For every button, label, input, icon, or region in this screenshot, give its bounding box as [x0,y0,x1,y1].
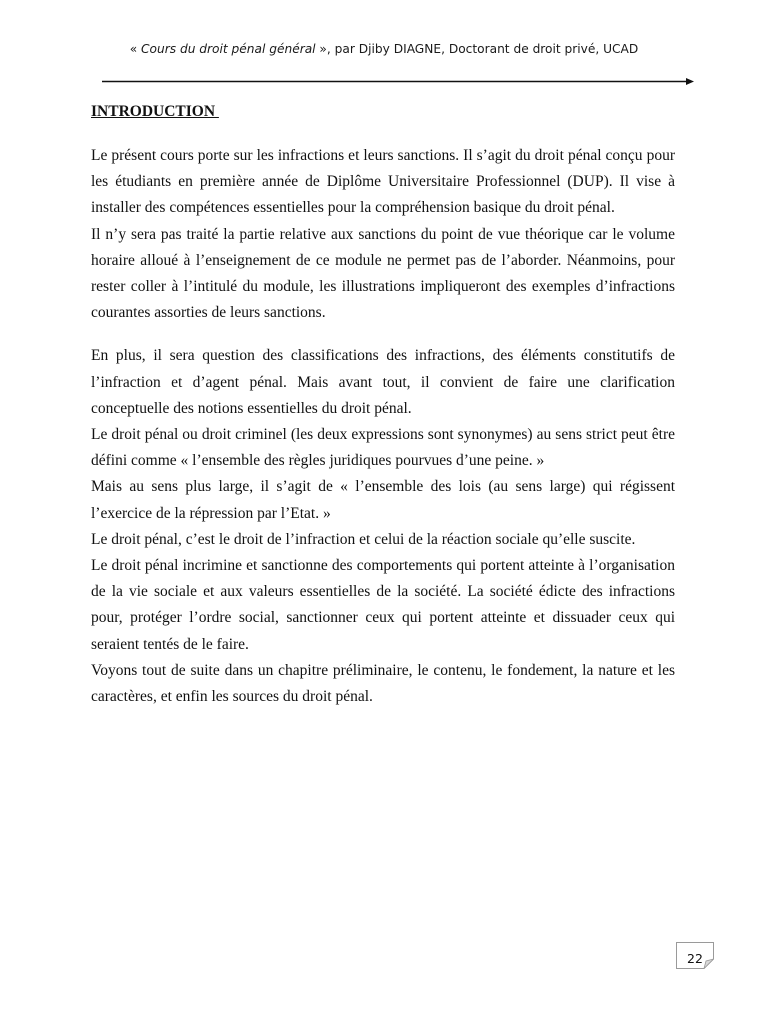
paragraph: En plus, il sera question des classifications des infractions, des éléments constitutifs de l’infraction et d’agent pénal. Mais avant tout, il convient de faire une clarification conceptuelle des notions essentielles du droit pénal. [91,347,675,417]
paragraph: Le présent cours porte sur les infractions et leurs sanctions. Il s’agit du droit pénal conçu pour les étudiants en première année de Diplôme Universitaire Professionnel (DUP). Il vise à installer des compétences essentielles pour la compréhension basique du droit pénal. [91,147,675,217]
paragraph: Mais au sens plus large, il s’agit de « l’ensemble des lois (au sens large) qui régissent l’exercice de la répression par l’Etat. » [91,478,675,522]
paragraph: Voyons tout de suite dans un chapitre préliminaire, le contenu, le fondement, la nature et les caractères, et enfin les sources du droit pénal. [91,661,675,706]
paragraph: Le droit pénal, c’est le droit de l’infraction et celui de la réaction sociale qu’elle suscite. [91,530,636,548]
page-number: 22 [687,951,703,966]
header-arrow-rule [102,75,694,89]
section-title: INTRODUCTION [91,103,219,120]
paragraph: Le droit pénal incrimine et sanctionne des comportements qui portent atteinte à l’organisation de la vie sociale et aux valeurs essentielles de la société. La société édicte des infractions pour, protéger l’ordre social, sanctionner ceux qui portent atteinte et dissuader ceux qui seraient tentés de le faire. [91,557,675,653]
header-author: », par Djiby DIAGNE, Doctorant de droit privé, UCAD [315,42,639,56]
header-course-title: Cours du droit pénal général [141,42,316,56]
header-open-quote: « [129,42,142,56]
paragraph: Il n’y sera pas traité la partie relative aux sanctions du point de vue théorique car le volume horaire alloué à l’enseignement de ce module ne permet pas de l’aborder. Néanmoins, pour rester coller à l’intitulé du module, les illustrations impliqueront des exemples d’infractions courantes assorties de leurs sanctions. [91,225,675,322]
body-text [91,143,675,710]
paragraph: Le droit pénal ou droit criminel (les deux expressions sont synonymes) au sens strict peut être défini comme « l’ensemble des règles juridiques pourvues d’une peine. » [91,426,675,470]
running-header [0,42,768,56]
